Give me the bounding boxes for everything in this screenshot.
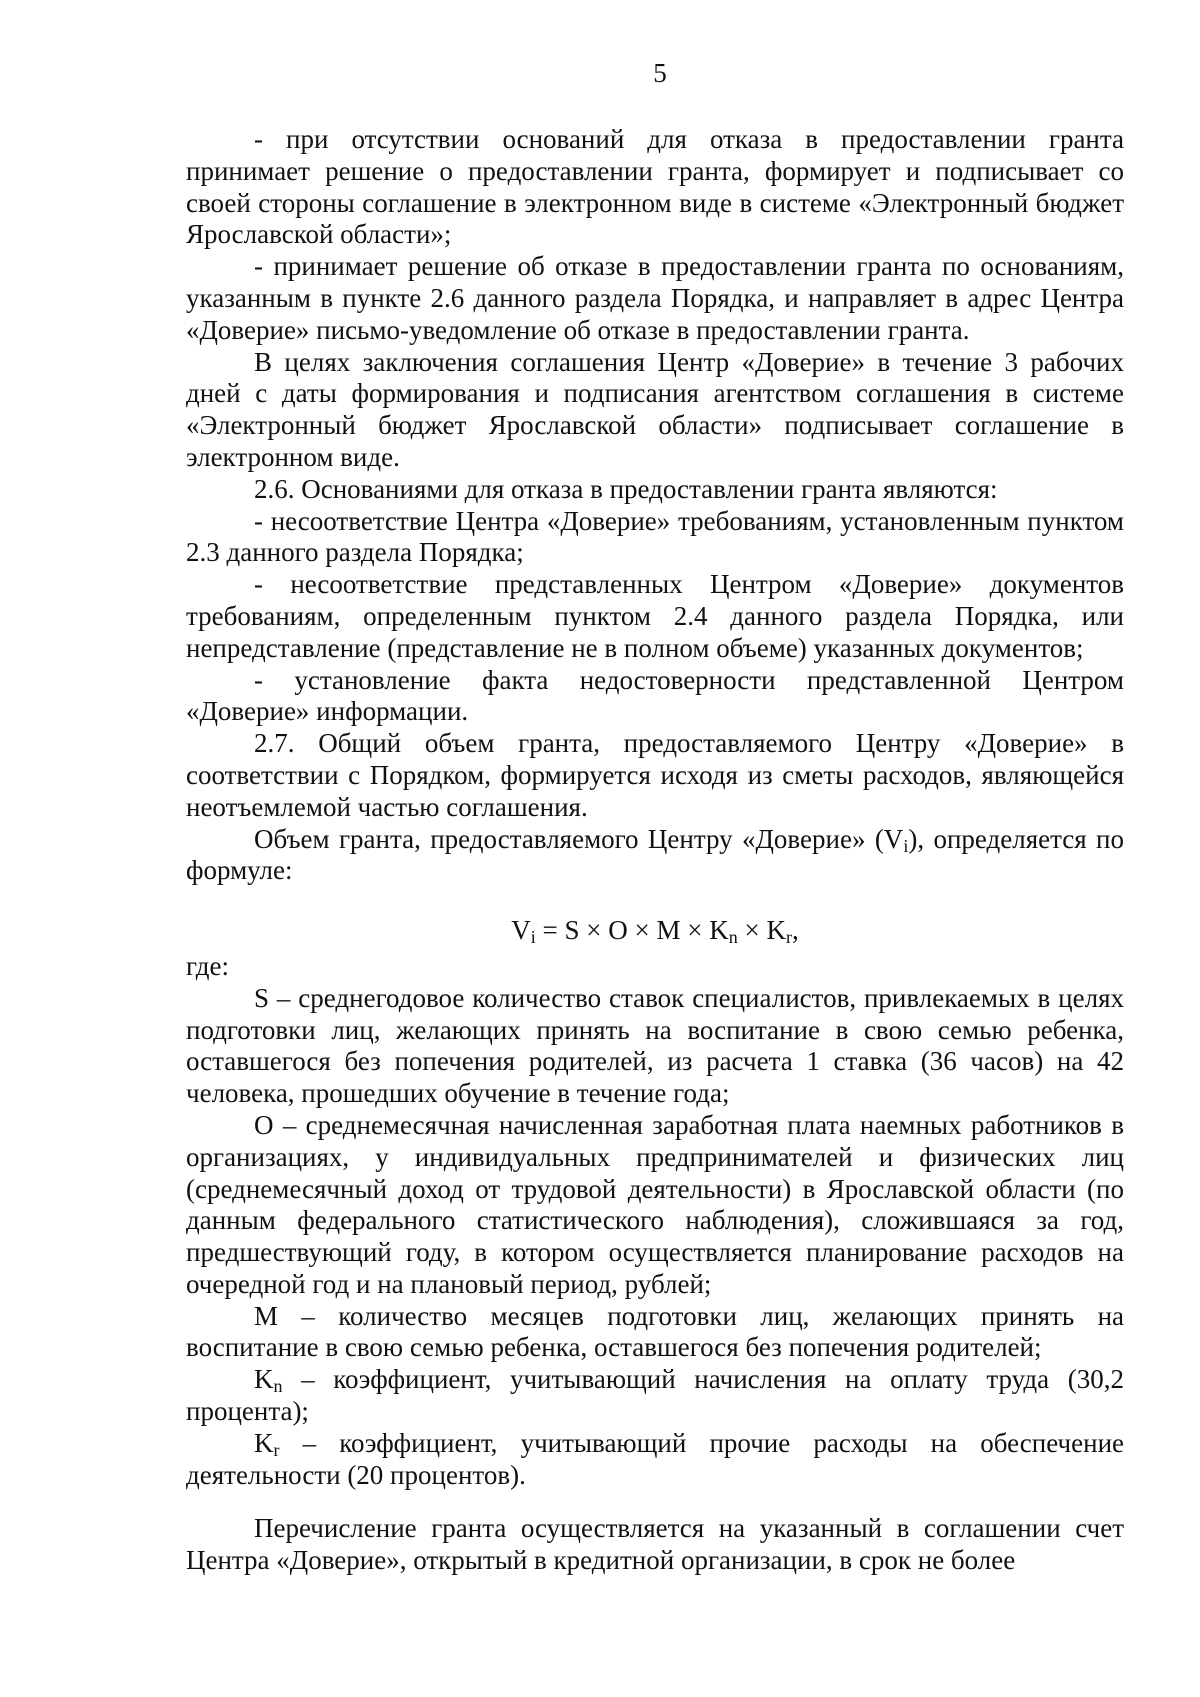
paragraph: В целях заключения соглашения Центр «Доверие» в течение 3 рабочих дней с даты формирования и подписания агентством соглашения в системе «Электронный бюджет Ярославской области» подписывает соглашение в электронном виде. (186, 346, 1124, 472)
grant-formula: $V_i = S \times O \times M \times K_n \times K_r$, (511, 915, 799, 948)
transfer-paragraph: Перечисление гранта осуществляется на указанный в соглашении счет Центра «Доверие», открытый в кредитной организации, в срок не более (186, 1513, 1124, 1576)
definition-o: О – среднемесячная начисленная заработная плата наемных работников в организациях, у индивидуальных предпринимателей и физических лиц (среднемесячный доход от трудовой деятельности) в Ярославской области (по данным федерального статистического наблюдения), сложившаяся за год, предшествующий году, в котором осуществляется планирование расходов на очередной год и на плановый период, рублей; (186, 1109, 1124, 1299)
list-item: - несоответствие Центра «Доверие» требованиям, установленным пунктом 2.3 данного раздела Порядка; (186, 505, 1124, 568)
volume-intro: Объем гранта, предоставляемого Центру «Доверие» $(V_i)$, определяется по формуле: (186, 823, 1124, 886)
definition-kn: $K_n$ – коэффициент, учитывающий начисления на оплату труда (30,2 процента); (186, 1364, 1124, 1427)
where-label: где: (186, 950, 229, 981)
definition-m: М – количество месяцев подготовки лиц, желающих принять на воспитание в свою семью ребенка, оставшегося без попечения родителей; (186, 1300, 1124, 1363)
definition-kr: $K_r$ – коэффициент, учитывающий прочие расходы на обеспечение деятельности (20 процентов). (186, 1427, 1124, 1490)
page-number: 5 (653, 58, 667, 88)
definition-s: S – среднегодовое количество ставок специалистов, привлекаемых в целях подготовки лиц, желающих принять на воспитание в свою семью ребенка, оставшегося без попечения родителей, из расчета 1 ставка (36 часов) на 42 человека, прошедших обучение в течение года; (186, 982, 1124, 1109)
section-heading-2-6: 2.6. Основаниями для отказа в предоставлении гранта являются: (254, 473, 998, 504)
list-item: - установление факта недостоверности представленной Центром «Доверие» информации. (186, 664, 1124, 727)
section-2-7: 2.7. Общий объем гранта, предоставляемого Центру «Доверие» в соответствии с Порядком, формируется исходя из сметы расходов, являющейся неотъемлемой частью соглашения. (186, 728, 1124, 822)
list-item: - несоответствие представленных Центром «Доверие» документов требованиям, определенным пунктом 2.4 данного раздела Порядка, или непредставление (представление не в полном объеме) указанных документов; (186, 569, 1124, 663)
paragraph: - при отсутствии оснований для отказа в предоставлении гранта принимает решение о предоставлении гранта, формирует и подписывает со своей стороны соглашение в электронном виде в системе «Электронный бюджет Ярославской области»; (186, 124, 1124, 250)
document-body (186, 124, 1124, 1577)
paragraph: - принимает решение об отказе в предоставлении гранта по основаниям, указанным в пункте 2.6 данного раздела Порядка, и направляет в адрес Центра «Доверие» письмо-уведомление об отказе в предоставлении гранта. (186, 251, 1124, 345)
